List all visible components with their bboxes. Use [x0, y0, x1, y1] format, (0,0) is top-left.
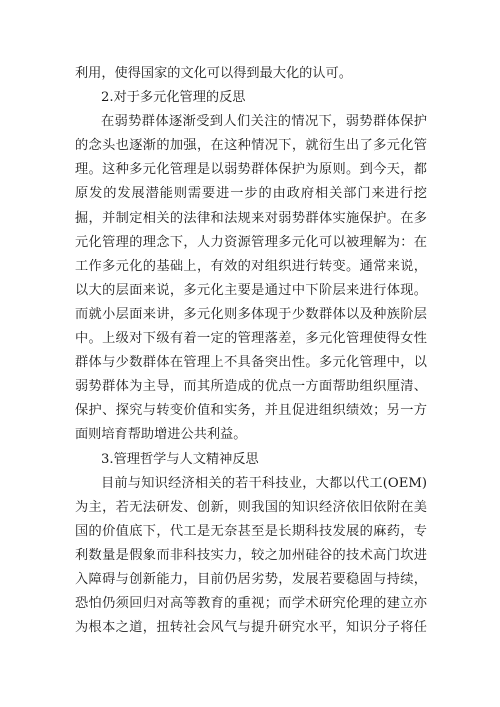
paragraph-line: 的念头也逐渐的加强，在这种情况下，就衍生出了多元化管 [75, 138, 427, 154]
section-2-paragraph [75, 110, 427, 447]
paragraph-line: 而就小层面来讲，多元化则多体现于少数群体以及种族阶层 [75, 306, 427, 322]
paragraph-line: 为根本之道，扭转社会风气与提升研究水平，知识分子将任 [75, 620, 427, 636]
paragraph-line: 国的价值底下，代工是无奈甚至是长期科技发展的麻药，专 [75, 523, 427, 539]
paragraph-line: 掘，并制定相关的法律和法规来对弱势群体实施保护。在多 [75, 210, 427, 226]
document-body [75, 62, 427, 640]
paragraph-line: 中。上级对下级有着一定的管理落差，多元化管理使得女性 [75, 331, 427, 347]
paragraph-line: 恐怕仍须回归对高等教育的重视；而学术研究伦理的建立亦 [75, 596, 427, 612]
paragraph-line: 入障碍与创新能力，目前仍居劣势，发展若要稳固与持续， [75, 571, 427, 587]
paragraph-line: 原发的发展潜能则需要进一步的由政府相关部门来进行挖 [75, 186, 427, 202]
paragraph-line: 利用，使得国家的文化可以得到最大化的认可。 [75, 66, 352, 81]
paragraph-line: 弱势群体为主导，而其所造成的优点一方面帮助组织厘清、 [75, 379, 427, 395]
paragraph-line: 目前与知识经济相关的若干科技业，大都以代工(OEM) [101, 475, 427, 491]
section-heading-2: 2.对于多元化管理的反思 [101, 90, 246, 106]
paragraph-line: 工作多元化的基础上，有效的对组织进行转变。通常来说， [75, 258, 427, 274]
paragraph-line: 理。这种多元化管理是以弱势群体保护为原则。到今天，都 [75, 162, 427, 178]
section-3-paragraph [75, 472, 427, 641]
paragraph-line: 群体与少数群体在管理上不具备突出性。多元化管理中，以 [75, 355, 427, 371]
paragraph-line: 保护、探究与转变价值和实务，并且促进组织绩效；另一方 [75, 403, 427, 419]
paragraph-line: 元化管理的理念下，人力资源管理多元化可以被理解为：在 [75, 234, 427, 250]
paragraph-line: 在弱势群体逐渐受到人们关注的情况下，弱势群体保护 [101, 114, 427, 130]
paragraph-line: 利数量是假象而非科技实力，较之加州硅谷的技术高门坎进 [75, 547, 427, 563]
paragraph-line: 以大的层面来说，多元化主要是通过中下阶层来进行体现。 [75, 282, 427, 298]
paragraph-line: 面则培育帮助增进公共利益。 [75, 427, 247, 443]
paragraph-line: 为主，若无法研发、创新，则我国的知识经济依旧依附在美 [75, 499, 427, 515]
section-heading-3: 3.管理哲学与人文精神反思 [101, 451, 259, 467]
